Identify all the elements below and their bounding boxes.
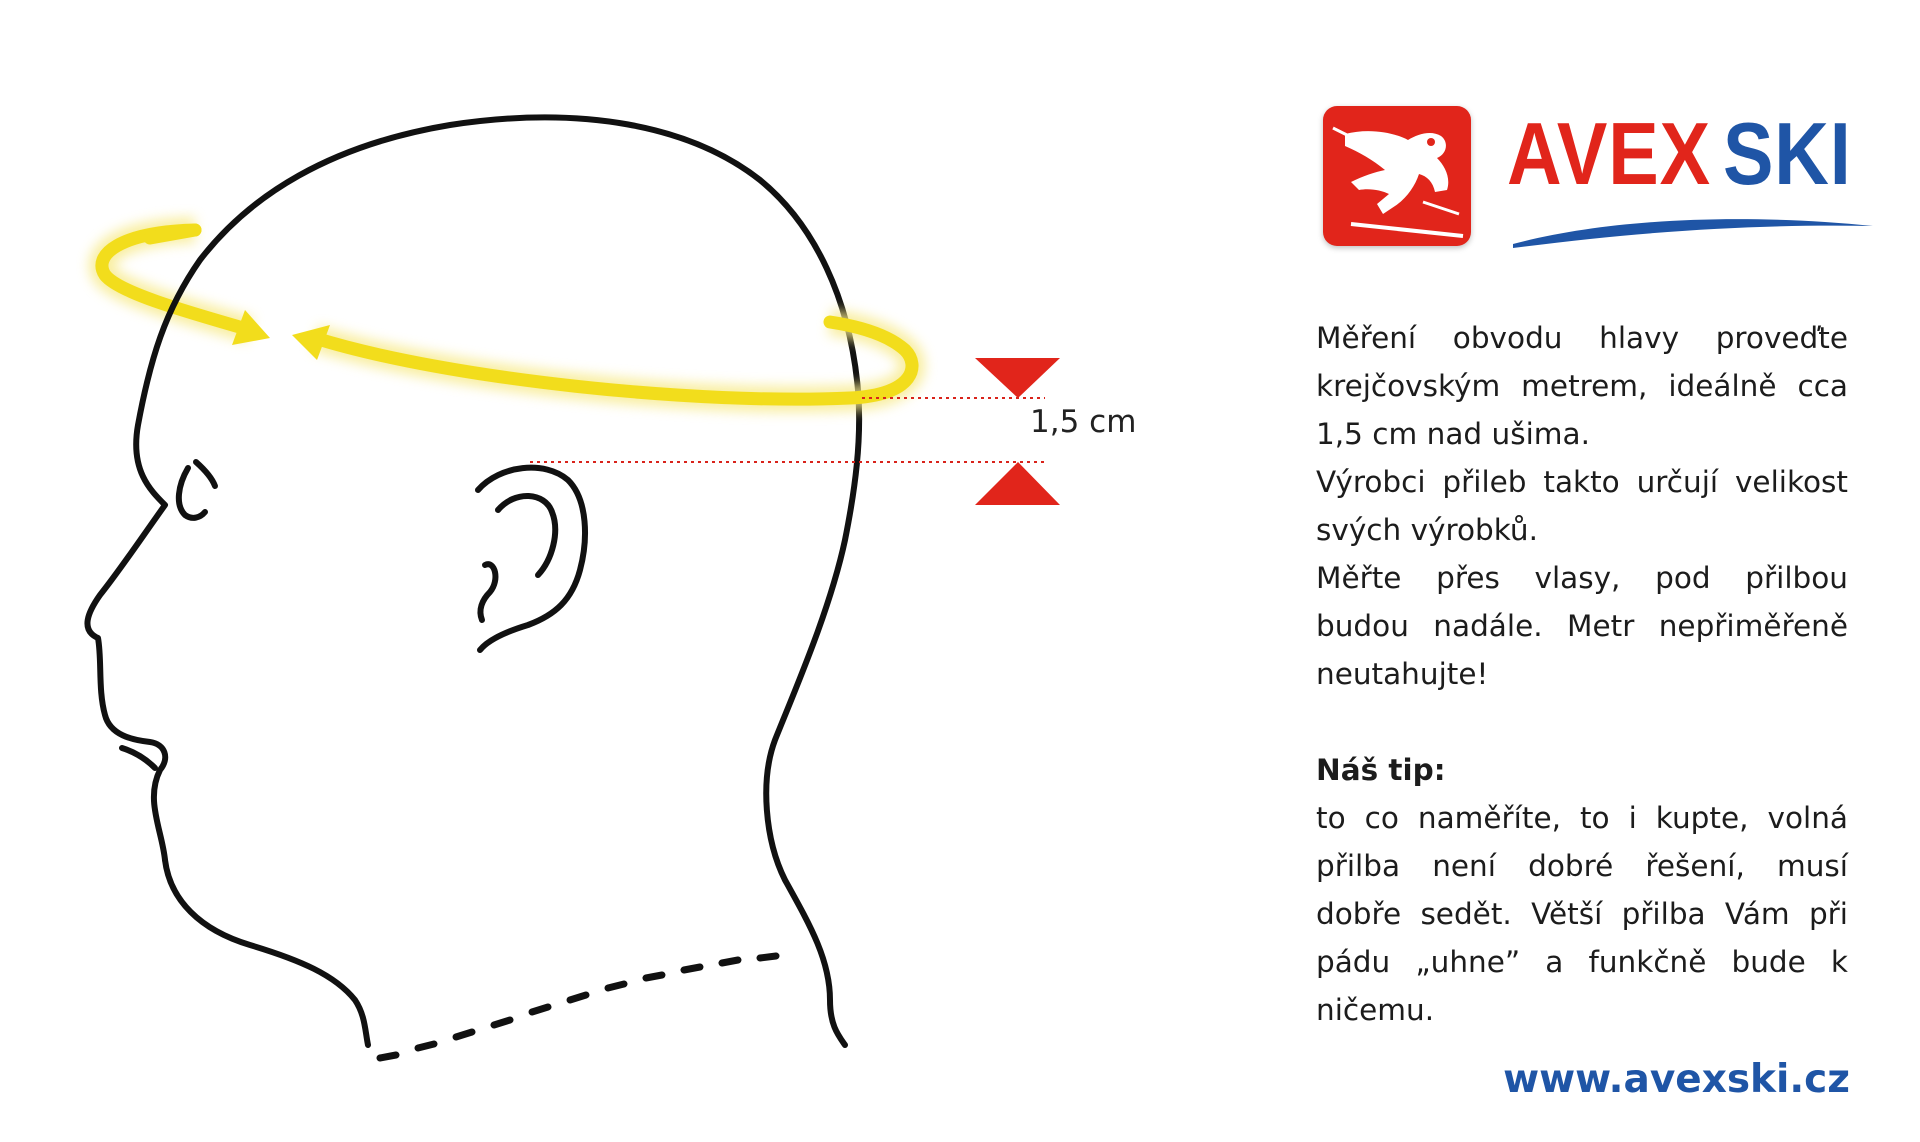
- instructions-text: [1316, 314, 1848, 1034]
- tip-text: to co naměříte, to i kupte, volná přilba není dobré řešení, musí dobře sedět. Větší přilba Vám při pádu „uhne” a funkčně bude k ničemu.: [1316, 801, 1848, 1027]
- instruction-paragraph: Měření obvodu hlavy proveďte krejčovským metrem, ideálně cca 1,5 cm nad ušima.: [1316, 321, 1848, 451]
- measuring-ring-front: [150, 230, 912, 399]
- logo-word-avex: AVEX: [1507, 104, 1711, 203]
- triangle-down-icon: [975, 358, 1060, 398]
- measurement-offset-label: 1,5 cm: [1030, 404, 1137, 440]
- avexski-logo: [1275, 100, 1875, 290]
- skier-logo-icon: [1323, 106, 1471, 246]
- head-outline: [87, 117, 859, 1045]
- logo-wordmark: [1507, 104, 1852, 203]
- logo-word-ski: SKI: [1722, 104, 1852, 203]
- triangle-up-icon: [975, 462, 1060, 505]
- tip-title: Náš tip:: [1316, 753, 1446, 787]
- logo-swoosh-icon: [1513, 212, 1873, 252]
- instruction-paragraph: Výrobci přileb takto určují velikost svých výrobků.: [1316, 465, 1848, 547]
- website-link[interactable]: www.avexski.cz: [1503, 1057, 1850, 1102]
- instruction-paragraph: Měřte přes vlasy, pod přilbou budou nadále. Metr nepřiměřeně neutahujte!: [1316, 561, 1848, 691]
- collar-dashes: [380, 956, 776, 1058]
